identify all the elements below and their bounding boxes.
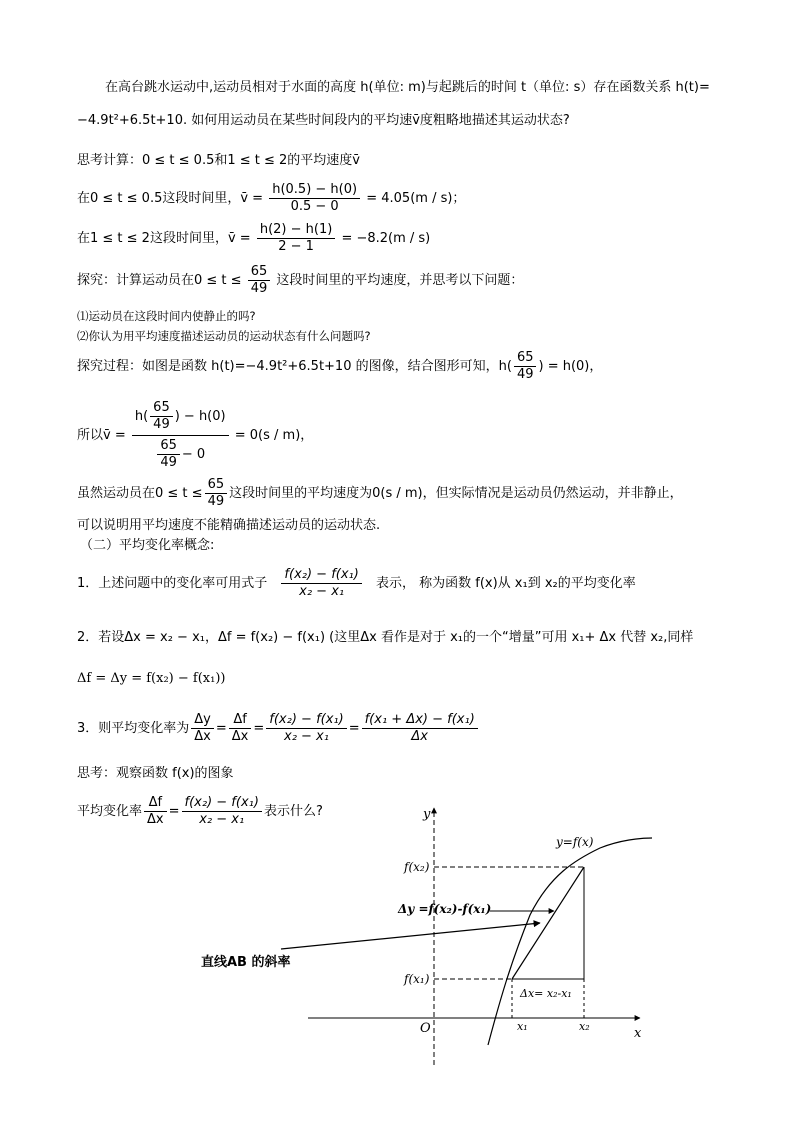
item1-prefix: 1．上述问题中的变化率可用式子 xyxy=(77,576,268,591)
item3-f1-num: Δy xyxy=(191,712,214,729)
item3-line: 3．则平均变化率为 $\frac{\Delta y}{\Delta x}$ = $\frac{\Delta f}{\Delta x}$ = $\frac{\text{f(x₂) − f(x₁)}}{\text{x₂ − x₁}}$ = $\frac{\text{f(x₁ + Δx) − f(x₁)}}{\Delta x}$ xyxy=(77,712,480,745)
avg-f2-den: x₂ − x₁ xyxy=(199,812,245,827)
so-top-den: 49 xyxy=(153,417,170,432)
although-den: 49 xyxy=(207,494,225,509)
avg-f1-num: Δf xyxy=(144,795,167,812)
x1-label: x₁ xyxy=(517,1020,528,1033)
think-calc: 思考计算：0 ≤ t ≤ 0.5和1 ≤ t ≤ 2的平均速度v̄ xyxy=(77,153,361,168)
explore-prefix: 探究：计算运动员在0 ≤ t ≤ xyxy=(77,273,242,288)
item3-f2-num: Δf xyxy=(229,712,252,729)
delta-y-label: Δy =f(x₂)-f(x₁) xyxy=(398,902,492,916)
case2-prefix: 在1 ≤ t ≤ 2这段时间里，v̄ = xyxy=(77,231,251,246)
process-num: 65 xyxy=(514,350,537,367)
conclusion: 可以说明用平均速度不能精确描述运动员的运动状态. xyxy=(77,518,381,533)
although-prefix: 虽然运动员在0 ≤ t ≤ xyxy=(77,486,203,501)
intro-line-1: 在高台跳水运动中,运动员相对于水面的高度 h(单位: m)与起跳后的时间 t（单位: s）存在函数关系 h(t)= xyxy=(105,80,710,95)
process-suffix: ) = h(0)， xyxy=(538,359,603,374)
question-1: ⑴运动员在这段时间内使静止的吗? xyxy=(77,309,256,323)
case2-num: h(2) − h(1) xyxy=(257,222,335,239)
avg-suffix: 表示什么? xyxy=(263,804,323,819)
explore-suffix: 这段时间里的平均速度，并思考以下问题： xyxy=(276,273,524,288)
so-result: = 0(s / m)， xyxy=(234,428,314,443)
explore-den: 49 xyxy=(250,281,268,296)
so-bot-den: 49 xyxy=(160,455,177,470)
think2: 思考：观察函数 f(x)的图象 xyxy=(77,766,234,781)
item3-f4-num: f(x₁ + Δx) − f(x₁) xyxy=(362,712,478,729)
x-axis-label: x xyxy=(634,1026,642,1041)
process-den: 49 xyxy=(516,367,534,382)
case1-den: 0.5 − 0 xyxy=(290,199,339,214)
case1-prefix: 在0 ≤ t ≤ 0.5这段时间里，v̄ = xyxy=(77,191,264,206)
although-suffix: 这段时间里的平均速度为0(s / m)，但实际情况是运动员仍然运动，并非静止， xyxy=(229,486,683,501)
item3-prefix: 3．则平均变化率为 xyxy=(77,721,190,736)
so-bot-num: 65 xyxy=(157,438,180,455)
explore-num: 65 xyxy=(248,264,271,281)
intro-line-2: −4.9t²+6.5t+10. 如何用运动员在某些时间段内的平均速v̄度粗略地描述其运动状态? xyxy=(77,113,570,128)
avg-f2-num: f(x₂) − f(x₁) xyxy=(182,795,262,812)
origin-label: O xyxy=(420,1021,431,1036)
item3-f3-num: f(x₂) − f(x₁) xyxy=(266,712,346,729)
x2-label: x₂ xyxy=(579,1020,590,1033)
item2-line-1: 2．若设Δx = x₂ − x₁，Δf = f(x₂) − f(x₁) (这里Δx 看作是对于 x₁的一个“增量”可用 x₁+ Δx 代替 x₂,同样 xyxy=(77,630,694,645)
so-prefix: 所以v̄ = xyxy=(77,428,126,443)
item3-f2-den: Δx xyxy=(231,729,249,744)
fx2-label: f(x₂) xyxy=(404,860,430,874)
section2-heading: （二）平均变化率概念: xyxy=(80,538,215,553)
function-curve xyxy=(488,838,652,1045)
item1-suffix: 表示， 称为函数 f(x)从 x₁到 x₂的平均变化率 xyxy=(375,576,636,591)
question-2: ⑵你认为用平均速度描述运动员的运动状态有什么问题吗? xyxy=(77,329,371,343)
case2-den: 2 − 1 xyxy=(278,239,314,254)
process-prefix: 探究过程：如图是函数 h(t)=−4.9t²+6.5t+10 的图像，结合图形可知，h( xyxy=(77,359,512,374)
item1-den: x₂ − x₁ xyxy=(299,584,345,599)
so-top-post: ) − h(0) xyxy=(174,409,226,424)
slope-pointer-arrow xyxy=(281,923,540,949)
item1-num: f(x₂) − f(x₁) xyxy=(281,567,361,584)
slope-label: 直线AB 的斜率 xyxy=(201,955,291,970)
case1-num: h(0.5) − h(0) xyxy=(269,182,360,199)
fx1-label: f(x₁) xyxy=(404,972,430,986)
so-bot-post: − 0 xyxy=(181,447,206,462)
curve-label: y=f(x) xyxy=(556,835,594,849)
so-top-pre: h( xyxy=(134,409,149,424)
avg-prefix: 平均变化率 xyxy=(77,804,143,819)
secant-ab xyxy=(512,867,584,979)
item3-f3-den: x₂ − x₁ xyxy=(284,729,329,744)
item2-line-2: Δf = Δy = f(x₂) − f(x₁)) xyxy=(77,671,226,686)
case1-result: = 4.05(m / s)； xyxy=(366,191,466,206)
case2-result: = −8.2(m / s) xyxy=(341,231,431,246)
avg-f1-den: Δx xyxy=(147,812,164,827)
delta-x-label: Δx= x₂-x₁ xyxy=(520,987,572,1000)
so-top-num: 65 xyxy=(150,400,173,417)
although-num: 65 xyxy=(205,477,228,494)
item3-f1-den: Δx xyxy=(194,729,211,744)
avg-line: 平均变化率 $\frac{\Delta f}{\Delta x}$ = $\frac{\text{f(x₂) − f(x₁)}}{\text{x₂ − x₁}}$ 表示什么? xyxy=(77,795,323,827)
item3-f4-den: Δx xyxy=(411,729,428,744)
y-axis-label: y xyxy=(423,807,431,822)
